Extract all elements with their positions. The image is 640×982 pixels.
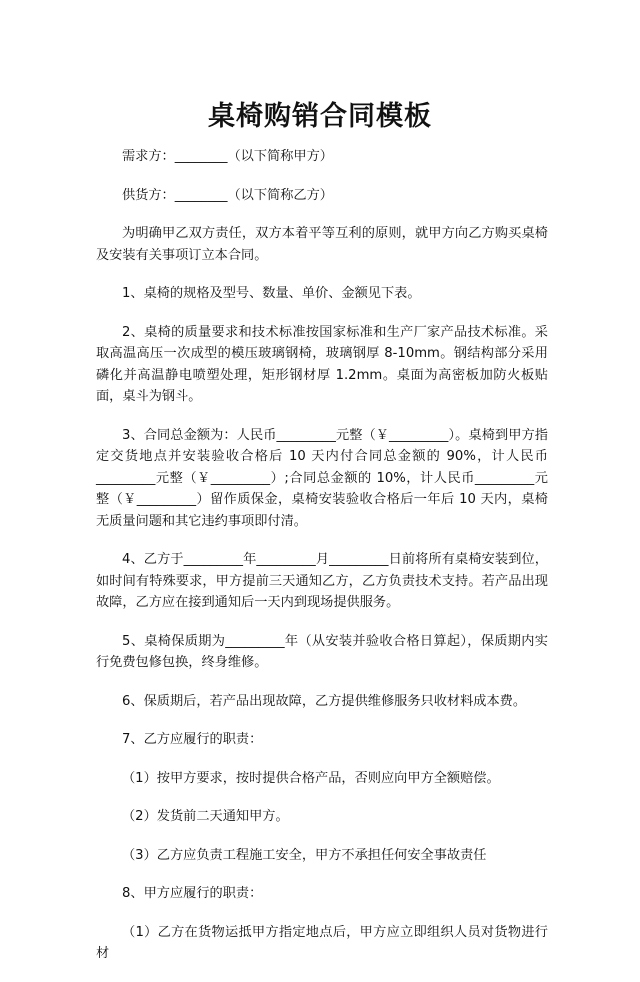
clause-7-item-3: （3）乙方应负责工程施工安全，甲方不承担任何安全事故责任 — [122, 847, 487, 863]
clause-7-item-1: （1）按甲方要求，按时提供合格产品，否则应向甲方全额赔偿。 — [122, 770, 500, 786]
clause-1: 1、桌椅的规格及型号、数量、单价、金额见下表。 — [122, 286, 421, 301]
clause-7: 7、乙方应履行的职责： — [122, 732, 263, 747]
clause-5: 5、桌椅保质期为_________年（从安装并验收合格日算起），保质期内实行免费包修包换，终身维修。 — [96, 633, 548, 670]
clause-4: 4、乙方于_________年_________月_________日前将所有桌椅安装到位，如时间有特殊要求，甲方提前三天通知乙方，乙方负责技术支持。若产品出现故障，乙方应在接到通知后一天内到现场提供服务。 — [96, 552, 548, 610]
clause-3: 3、合同总金额为：人民币_________元整（￥_________）。桌椅到甲方指定交货地点并安装验收合格后 10 天内付合同总金额的 90%，计人民币_________元整（￥_________）;合同总金额的 10%，计人民币_________元整（￥_________）留作质保金，桌椅安装验收合格后一年后 10 天内，桌椅无质量问题和其它违约事项即付清。 — [96, 427, 548, 529]
party-a-line: 需求方：________（以下简称甲方） — [122, 149, 333, 164]
clause-2: 2、桌椅的质量要求和技术标准按国家标准和生产厂家产品技术标准。采取高温高压一次成型的模压玻璃钢椅，玻璃钢厚 8-10mm。钢结构部分采用磷化并高温静电喷塑处理，矩形钢材厚 1.2mm。桌面为高密板加防火板贴面，桌斗为钢斗。 — [96, 324, 548, 404]
clause-6: 6、保质期后，若产品出现故障，乙方提供维修服务只收材料成本费。 — [122, 693, 527, 709]
preamble-paragraph: 为明确甲乙双方责任，双方本着平等互利的原则，就甲方向乙方购买桌椅及安装有关事项订立本合同。 — [96, 226, 548, 263]
party-b-line: 供货方：________（以下简称乙方） — [122, 187, 333, 203]
clause-7-item-2: （2）发货前二天通知甲方。 — [122, 809, 289, 824]
document-title: 桌椅购销合同模板 — [208, 101, 432, 132]
clause-8-item-1: （1）乙方在货物运抵甲方指定地点后，甲方应立即组织人员对货物进行材 — [96, 924, 548, 961]
clause-8: 8、甲方应履行的职责： — [122, 886, 263, 901]
document-body — [96, 146, 548, 982]
